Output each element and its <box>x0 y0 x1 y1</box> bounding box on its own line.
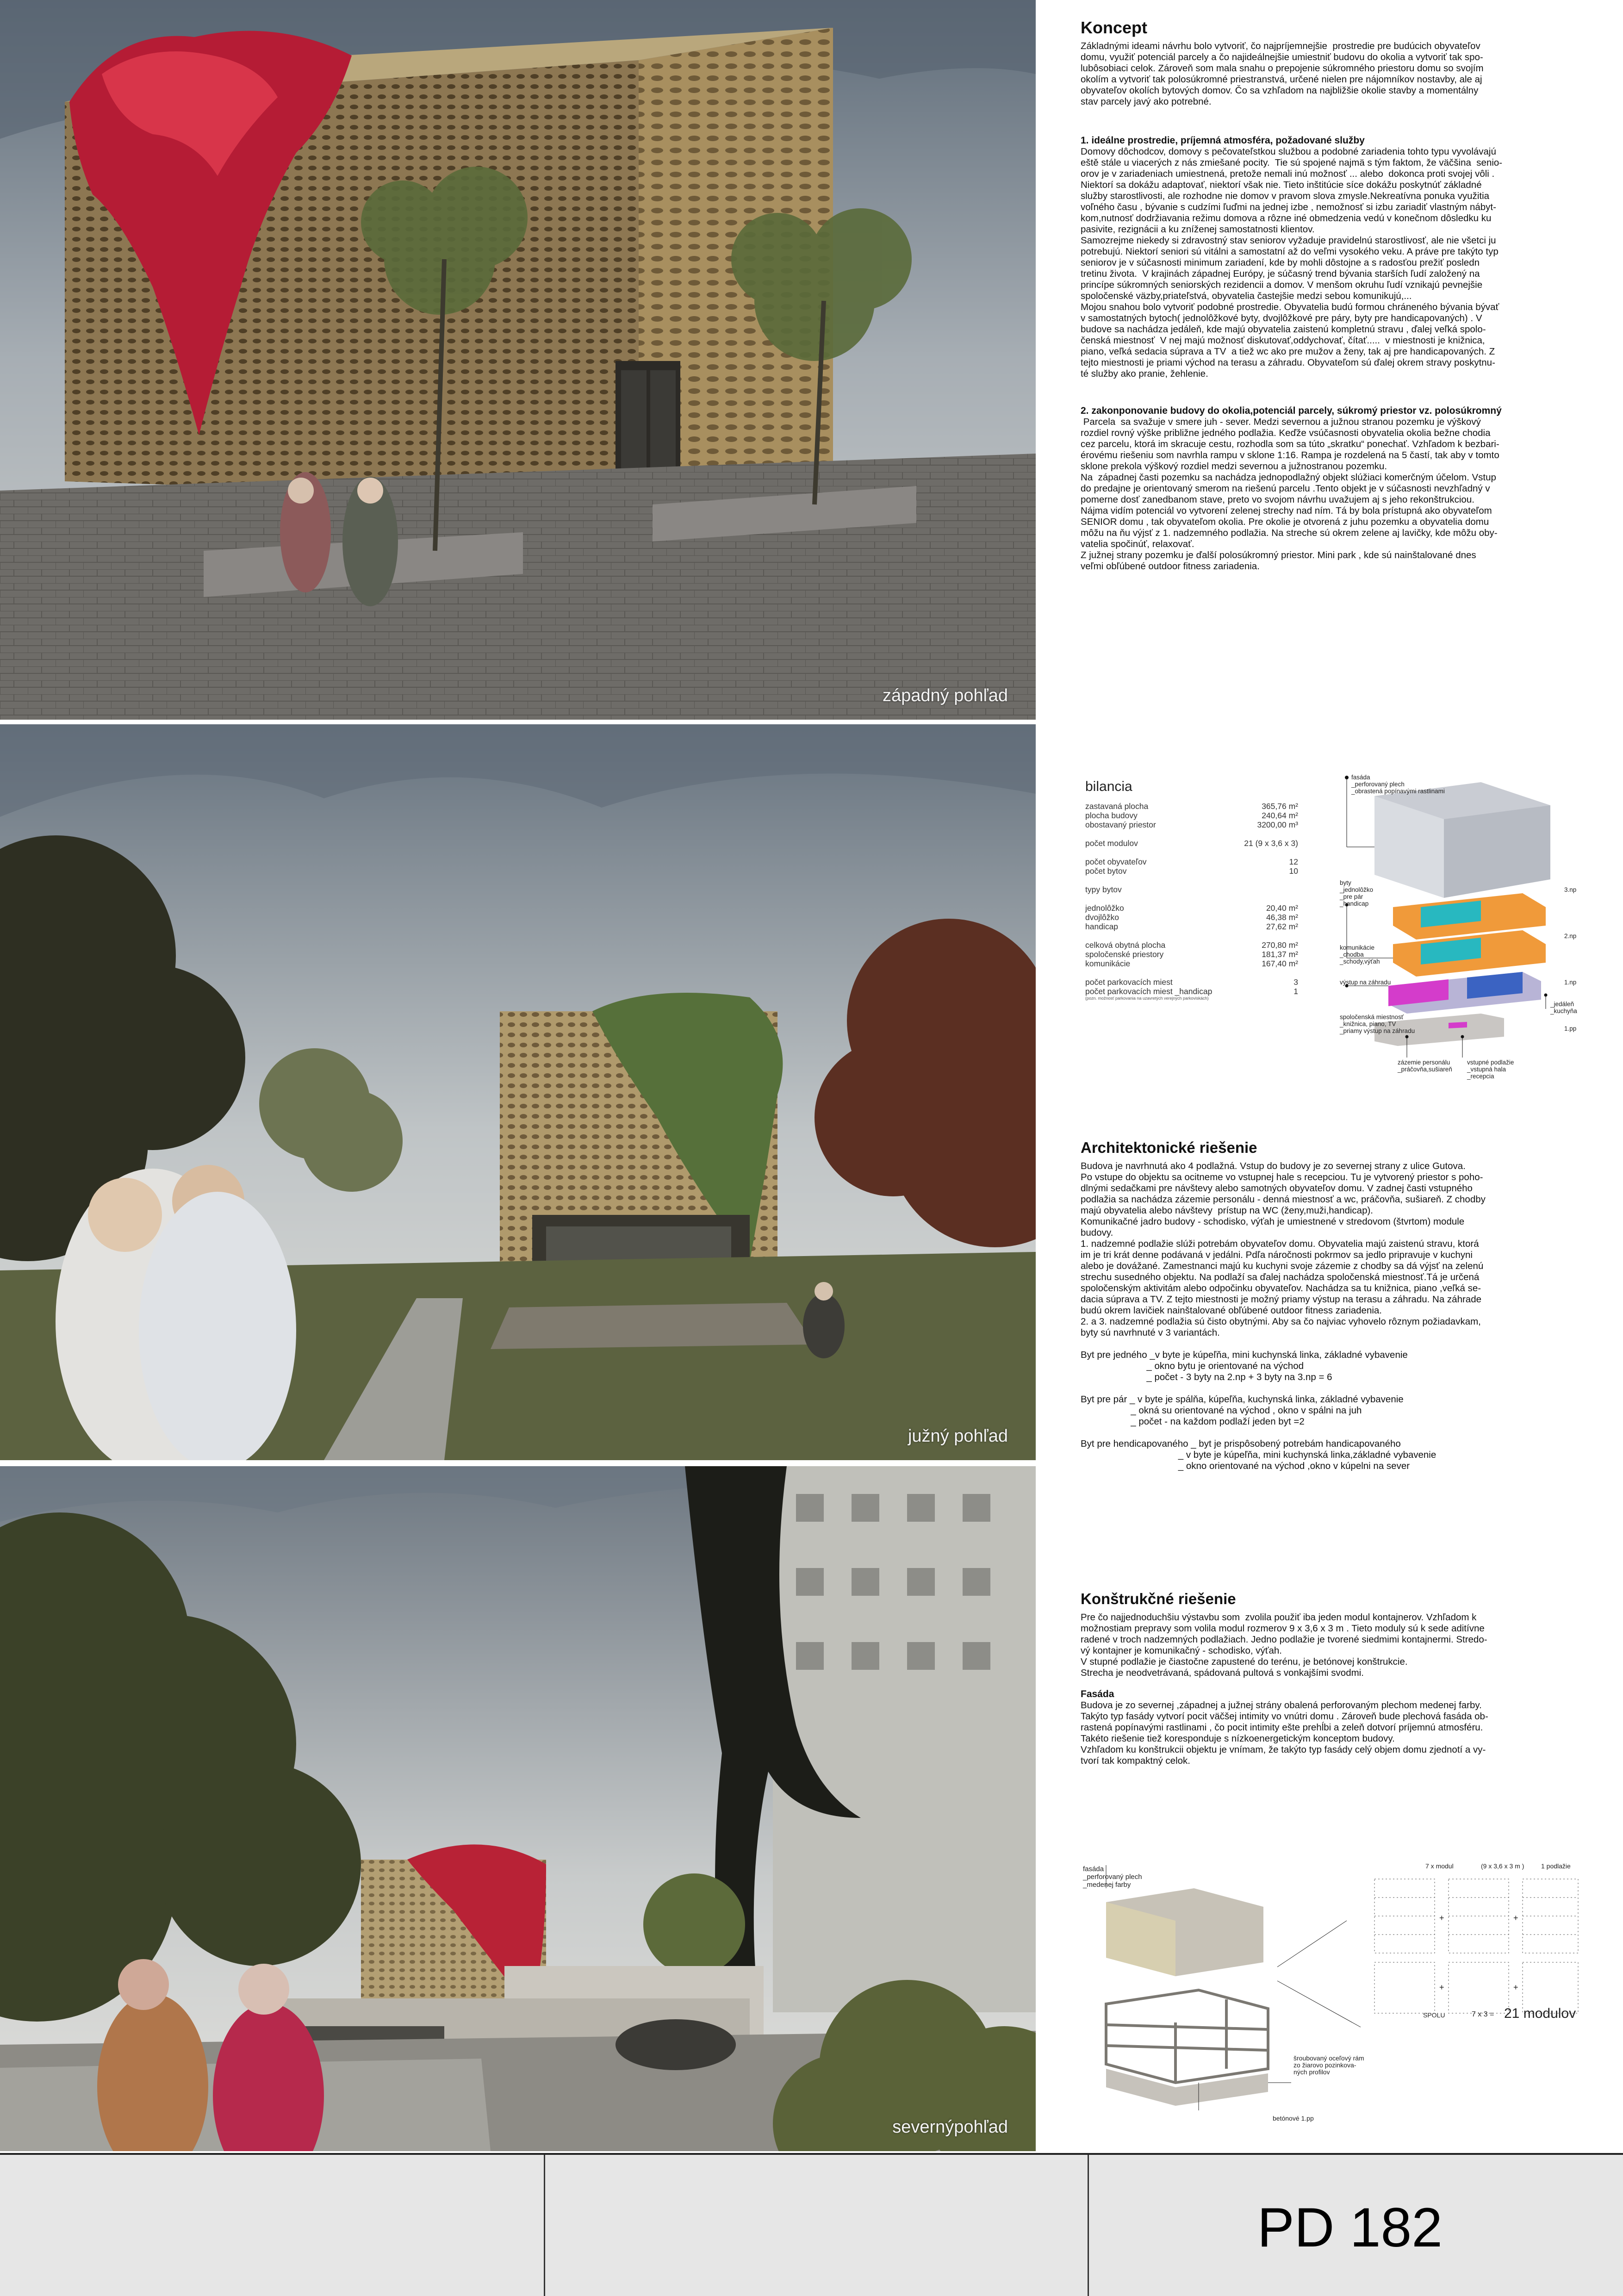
bilancia-table <box>1085 779 1298 1001</box>
bilancia-row <box>1085 940 1298 950</box>
west-view-image <box>0 0 1036 720</box>
bilancia-row-value: 240,64 m² <box>1262 811 1298 820</box>
axo-label-3np: 3.np <box>1564 886 1577 893</box>
view-label-south: južný pohľad <box>908 1426 1008 1446</box>
bilancia-row-label: komunikácie <box>1085 959 1131 968</box>
bilancia-row <box>1085 802 1298 811</box>
concept-section-2-text: Parcela sa svažuje v smere juh - sever. Medzi severnou a južnou stranou pozemku je výškový rozdiel rovný výške približne jedného podlažia. Keďže vsúčasnosti obyvatelia okolia bežne chodia cez parcelu, ktorá im skracuje cestu, rozhodla som sa túto „skratku“ ponechať. Vzhľadom k bezbari- érovému riešeniu som navrhla rampu v sklone 1:16. Rampa je rozdelená na 5 častí, tak aby v tomto sklone prekola výškový rozdiel medzi severnou a južnostranou pozemku. Na západnej časti pozemku sa nachádza jednopodlažný objekt slúžiaci komerčným účelom. Vstup do predajne je orientovaný smerom na riešenú parcelu .Tento objekt je v súčasnosti nevzhľadný v pomerne dosť zanedbanom stave, preto vo svojom návrhu uvažujem aj s jeho rekonštrukciou. Nájma vidím potenciál vo vytvorení zelenej strechy nad ním. Tá by bola prístupná ako obyvateľom SENIOR domu , tak obyvateľom okolia. Pre okolie je otvorená z juhu pozemku a obyvatelia domu môžu na ňu výjsť z 1. nadzemného podlažia. Na streche sú okrem zelene aj lavičky, kde môžu oby- vatelia spočinúť, relaxovať. Z južnej strany pozemku je ďalší polosúkromný priestor. Mini park , kde sú nainštalované dnes veľmi obľúbené outdoor fitness zariadenia. <box>1081 417 1499 572</box>
bilancia-row <box>1085 811 1298 820</box>
structural-title: Konštrukčné riešenie <box>1081 1590 1236 1607</box>
bilancia-row <box>1085 820 1298 829</box>
bilancia-row <box>1085 885 1298 894</box>
concept-title: Koncept <box>1081 18 1147 37</box>
bilancia-row-label: spoločenské priestory <box>1085 950 1164 959</box>
west-view-render <box>0 0 1036 720</box>
bilancia-row-label: obostavaný priestor <box>1085 820 1156 829</box>
structural-section <box>1081 1590 1585 1767</box>
axo-label-komunikacie: komunikácie _chodba _schody,výťah <box>1340 944 1380 965</box>
south-view-render <box>0 724 1036 1460</box>
structural-text: Pre čo najjednoduchšiu výstavbu som zvolila použiť iba jeden modul kontajnerov. Vzhľadom k možnostiam prepravy som volila modul rozmerov 9 x 3,6 x 3 m . Tieto moduly sú k sede aditívne radené v troch nadzemných podlažiach. Jedno podlažie je tvorené siedmimi kontajnermi. Stredo- vý kontajner je komunikačný - schodisko, výťah. V stupné podlažie je čiastočne zapustené do terénu, je betónovej konštrukcie. Strecha je neodvetrávaná, spádovaná pultová s vonkajšími svodmi. <box>1081 1612 1487 1678</box>
bilancia-row-label: počet modulov <box>1085 839 1138 848</box>
view-label-north: severnýpohľad <box>892 2117 1008 2137</box>
bilancia-row-label: počet parkovacích miest _handicap <box>1085 987 1213 996</box>
concept-intro: Základnými ideami návrhu bolo vytvoriť, čo najpríjemnejšie prostredie pre budúcich obyvateľov domu, využiť potenciál parcely a čo najideálnejšie umiestniť budovu do okolia a vytvoriť tak spo- lubôsobiaci celok. Zároveň som mala snahu o prepojenie súkromného priestoru domu so svojím okolím a vytvoriť tak polosúkromné priestranstvá, určené nielen pre nájomníkov nostavby, ale aj obyvateľov okolích bytových domov. Čo sa vzhľadom na najbližšie okolie stavby a momentálny stav parcely javý ako potrebné. <box>1081 41 1484 107</box>
structure-diagram <box>1078 1851 1592 2138</box>
axonometric-layers <box>1328 768 1587 1092</box>
facade-text: Budova je zo severnej ,západnej a južnej strány obalená perforovaným plechom medenej farby. Takýto typ fasády vytvorí pocit väčšej intimity vo vnútri domu . Zároveň bude plechová fasáda ob- rastená popínavými rastlinami , čo pocit intimity ešte prehĺbi a zeleň dotvorí príjemnú atmosféru. Takéto riešenie tiež koresponduje s nízkoenergetickým konceptom budovy. Vzhľadom ku konštrukcii objektu je vnímam, že takýto typ fasády celý objem domu zjednotí a vy- tvorí tak kompaktný celok. <box>1081 1700 1488 1766</box>
bilancia-row-value: 365,76 m² <box>1262 802 1298 811</box>
svg-text:+: + <box>1513 1913 1518 1923</box>
concept-section <box>1081 19 1585 572</box>
bilancia-row-label: počet parkovacích miest <box>1085 977 1173 987</box>
structure-label-moduly: 7 x modul <box>1425 1862 1454 1870</box>
axo-label-2np: 2.np <box>1564 933 1577 940</box>
bilancia-note: (pozn. možnosť parkovania na uzavretých verejných parkoviskách) <box>1085 996 1209 1001</box>
axo-label-spolocenska: spoločenská miestnosť _knižnica, piano, TV _priamy výstup na záhradu <box>1340 1014 1415 1034</box>
structure-label-podlazie: 1 podlažie <box>1541 1862 1571 1870</box>
concept-section-1-title: 1. ideálne prostredie, príjemná atmosféra, požadované služby <box>1081 135 1365 146</box>
bilancia-row-label: celková obytná plocha <box>1085 940 1166 950</box>
bilancia-row <box>1085 977 1298 987</box>
bilancia-row <box>1085 959 1298 968</box>
project-code: PD 182 <box>1257 2196 1443 2259</box>
bilancia-row-label: zastavaná plocha <box>1085 802 1149 811</box>
bilancia-row <box>1085 903 1298 913</box>
bilancia-row-label: počet obyvateľov <box>1085 857 1147 866</box>
bilancia-row <box>1085 913 1298 922</box>
structure-label-beton: betónové 1.pp <box>1273 2115 1314 2122</box>
bilancia-row <box>1085 950 1298 959</box>
north-view-render <box>0 1466 1036 2151</box>
bilancia-row-label: plocha budovy <box>1085 811 1138 820</box>
bilancia-row-label: typy bytov <box>1085 885 1122 894</box>
structure-diagram-drawing <box>1078 1851 1592 2138</box>
structure-label-rozmer: (9 x 3,6 x 3 m ) <box>1481 1862 1524 1870</box>
south-view-image <box>0 724 1036 1460</box>
bilancia-row <box>1085 987 1298 996</box>
bilancia-row-label: handicap <box>1085 922 1119 931</box>
concept-section-1-text: Domovy dôchodcov, domovy s pečovateľstkou službou a podobné zariadenia tohto typu vyvolávajú eště stále u viacerých z nás zmiešané pocity. Tie sú spojené najmä s tým faktom, že väčšina senio- orov je v zariadeniach umiestnená, pretože nemali inú možnosť ... alebo dokonca proti svojej vôli . Niektorí sa dokážu adaptovať, niektorí však nie. Tieto inštitúcie síce dokážu poskytnúť základné služby starostlivosti, ale rozhodne nie domov v pravom slova zmysle.Nekreatívna ponuka využitia voľného času , bývanie s cudzími ľuďmi na jednej izbe , nemožnosť si izbu zariadiť vlastným nábyt- kom,nutnosť dodržiavania režimu domova a rôzne iné obmedzenia vedú v konečnom dôsledku ku pasivite, rezignácii a ku zníženej samostatnosti klientov. Samozrejme niekedy si zdravostný stav seniorov vyžaduje pravidelnú starostlivosť, ale nie všetci ju potrebujú. Niektorí seniori sú vitálni a samostatní až do veľmi vysokého veku. A práve pre takýto typ seniorov je v súčasnosti minimum zariadení, kde by mohli dôstojne a s radosťou prežiť posledn tretinu života. V krajinách západnej Európy, je súčasný trend bývania starších ľudí založený na princípe súkromných seniorských rezidencii a domov. V menšom okruhu ľudí vznikajú pevnejšie spoločenské väzby,priateľstvá, obyvatelia častejšie medzi sebou komunikujú,... Mojou snahou bolo vytvoriť podobné prostredie. Obyvatelia budú formou chráneného bývania bývať v samostatných bytoch( jednolôžkové byty, dvojlôžkové pre páry, byty pre handicapovaných) . V budove sa nachádza jedáleň, kde majú obyvatelia zaistenú kompletnú stravu , ďalej veľká spolo- čenská miestnosť V nej majú možnosť diskutovať,oddychovať, čítať..... v miestnosti je knižnica, piano, veľká sedacia súprava a TV a tiež wc ako pre mužov a ženy, tak aj pre handicapovaných. Z tejto miestnosti je priami východ na terasu a záhradu. Obyvateľom sú ďalej okrem stravy poskytnu- té služby ako pranie, žehlenie. <box>1081 146 1503 379</box>
axo-label-byty: byty _jednolôžko _pre pár _handicap <box>1340 879 1374 907</box>
view-label-west: západný pohľad <box>883 686 1008 705</box>
svg-text:+: + <box>1439 1983 1444 1992</box>
north-view-image <box>0 1466 1036 2151</box>
title-block-cell-1 <box>0 2155 545 2296</box>
title-block <box>0 2153 1623 2296</box>
bilancia-row-label: počet bytov <box>1085 866 1127 876</box>
structure-label-fasada: fasáda _perforovaný plech _medenej farby <box>1083 1865 1142 1889</box>
concept-section-2-title: 2. zakonponovanie budovy do okolia,potenciál parcely, súkromý priestor vz. polosúkromný <box>1081 405 1502 416</box>
structure-label-krat: 7 x 3 = <box>1472 2010 1494 2018</box>
bilancia-rows <box>1085 802 1298 996</box>
bilancia-spacer <box>1085 968 1298 977</box>
bilancia-row-value: 10 <box>1289 866 1298 876</box>
bilancia-row-value: 1 <box>1293 987 1298 996</box>
bilancia-spacer <box>1085 829 1298 839</box>
bilancia-row-value: 270,80 m² <box>1262 940 1298 950</box>
bilancia-row-value: 20,40 m² <box>1266 903 1298 913</box>
bilancia-row-value: 46,38 m² <box>1266 913 1298 922</box>
bilancia-row-value: 27,62 m² <box>1266 922 1298 931</box>
bilancia-row-value: 3200,00 m³ <box>1257 820 1298 829</box>
axo-label-fasada: fasáda _perforovaný plech _obrastená popínavými rastlinami <box>1351 774 1445 795</box>
architectural-title: Architektonické riešenie <box>1081 1139 1257 1156</box>
structure-label-ram: šroubovaný oceľový rám zo žiarovo pozinkova- ných profilov <box>1293 2054 1364 2076</box>
bilancia-row-value: 21 (9 x 3,6 x 3) <box>1244 839 1298 848</box>
bilancia-row-value: 3 <box>1293 977 1298 987</box>
structure-label-sum: 21 modulov <box>1504 2006 1576 2021</box>
axo-label-1np: 1.np <box>1564 979 1577 986</box>
axo-label-zazemie: zázemie personálu _práčovňa,sušiareň <box>1398 1059 1452 1073</box>
svg-text:+: + <box>1513 1983 1518 1992</box>
bilancia-row <box>1085 857 1298 866</box>
axonometric-diagram <box>1328 768 1587 1092</box>
bilancia-row <box>1085 839 1298 848</box>
axo-label-vstupne: vstupné podlažie _vstupná hala _recepcia <box>1467 1059 1514 1080</box>
bilancia-spacer <box>1085 876 1298 885</box>
bilancia-spacer <box>1085 848 1298 857</box>
axo-label-jedalen: _jedáleň _kuchyňa <box>1550 1001 1577 1014</box>
bilancia-row-value: 167,40 m² <box>1262 959 1298 968</box>
bilancia-row-value: 181,37 m² <box>1262 950 1298 959</box>
axo-label-1pp: 1.pp <box>1564 1025 1577 1032</box>
structure-label-spolu: SPOLU <box>1423 2011 1445 2019</box>
bilancia-row <box>1085 922 1298 931</box>
bilancia-row <box>1085 866 1298 876</box>
axo-label-vystup: výstup na záhradu <box>1340 979 1391 986</box>
title-block-cell-2 <box>545 2155 1089 2296</box>
bilancia-row-label: jednolôžko <box>1085 903 1124 913</box>
facade-title: Fasáda <box>1081 1689 1114 1699</box>
bilancia-spacer <box>1085 894 1298 903</box>
svg-text:+: + <box>1439 1913 1444 1923</box>
bilancia-row-value: 12 <box>1289 857 1298 866</box>
bilancia-spacer <box>1085 931 1298 940</box>
architectural-section <box>1081 1139 1585 1472</box>
architectural-text: Budova je navrhnutá ako 4 podlažná. Vstup do budovy je zo severnej strany z ulice Gutova. Po vstupe do objektu sa ocitneme vo vstupnej hale s recepciou. Tu je vytvorený priestor s poho- dlnými sedačkami pre návštevy alebo samotných obyvateľov domu. V zadnej časti vstupného podlažia sa nachádza zázemie personálu - denná miestnosť a wc, práčovňa, sušiareň. Z chodby majú obyvatelia alebo návštevy prístup na WC (ženy,muži,handicap). Komunikačné jadro budovy - schodisko, výťah je umiestnené v stredovom (štvrtom) module budovy. 1. nadzemné podlažie slúži potrebám obyvateľov domu. Obyvatelia majú zaistenú stravu, ktorá im je tri krát denne podávaná v jedálni. Pdľa náročnosti pokrmov sa jedlo pripravuje v kuchyni alebo je dovážané. Zamestnanci majú ku kuchyni svoje zázemie z chodby sa dá výjsť na zelenú strechu susedného objektu. Na podlaží sa ďalej nachádza spoločenská miestnosť.Tá je určená spoločenským aktivitám alebo odpočinku obyvateľov. Nachádza sa tu knižnica, piano ,veľká se- dacia súprava a TV. Z tejto miestnosti je možný priamy výstup na terasu a záhradu. Na záhrade budú okrem lavičiek nainštalované obľúbené outdoor fitness zariadenia. 2. a 3. nadzemné podlažia sú čisto obytnými. Aby sa čo najviac vyhovelo rôznym požiadavkam, byty sú navrhnuté v 3 variantách. Byt pre jedného _v byte je kúpeľňa, mini kuchynská linka, základné vybavenie _ okno bytu je orientované na východ _ počet - 3 byty na 2.np + 3 byty na 3.np = 6 Byt pre pár _ v byte je spálňa, kúpeľňa, kuchynská linka, základné vybavenie _ okná su orientované na východ , okno v spálni na juh _ počet - na každom podlaží jeden byt =2 Byt pre hendicapovaného _ byt je prispôsobený potrebám handicapovaného _ v byte je kúpeľňa, mini kuchynská linka,základné vybavenie _ okno orientované na východ ,okno v kúpelni na sever <box>1081 1161 1486 1471</box>
bilancia-title: bilancia <box>1085 779 1132 794</box>
bilancia-row-label: dvojlôžko <box>1085 913 1119 922</box>
